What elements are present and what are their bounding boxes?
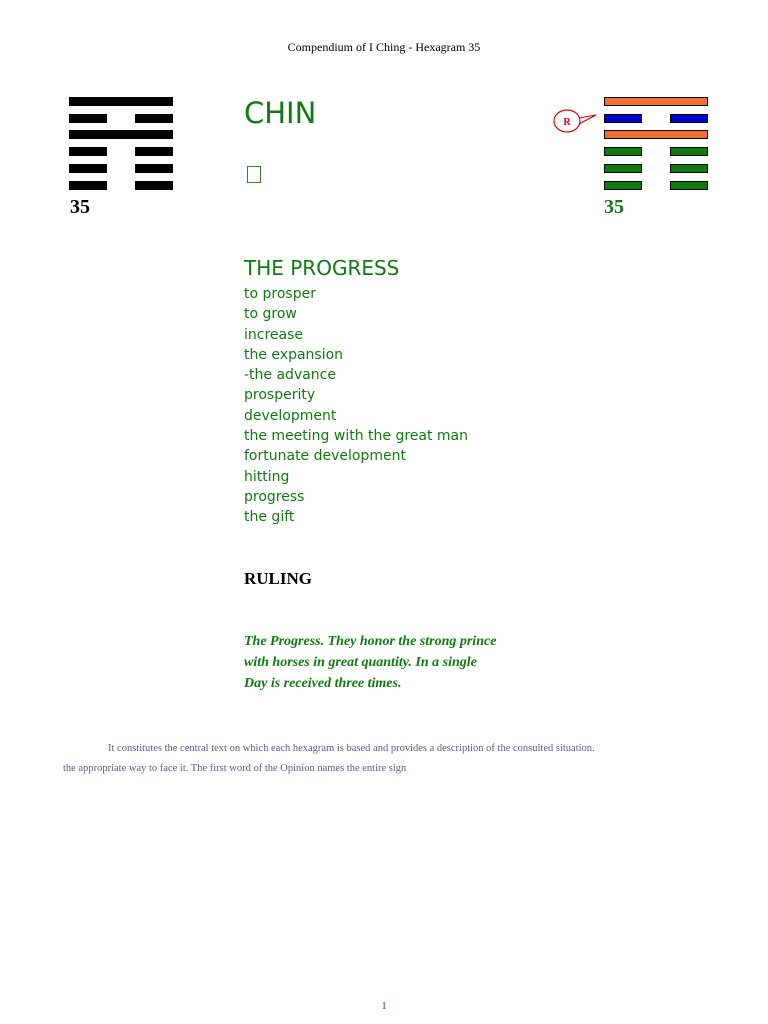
meaning-item: fortunate development xyxy=(244,448,406,465)
meaning-item: development xyxy=(244,407,337,424)
meaning-item: the expansion xyxy=(244,346,344,363)
ruling-line: The Progress. They honor the strong prince xyxy=(244,634,497,649)
colored-hexagram-figure xyxy=(604,97,708,192)
meaning-list xyxy=(244,284,468,528)
hexagram-line-yin-right xyxy=(135,114,173,123)
hexagram-line-yang-orange xyxy=(604,130,708,139)
hexagram-line-yin-left xyxy=(69,114,107,123)
hexagram-line-yin-left xyxy=(69,164,107,173)
ruling-text xyxy=(244,631,544,694)
hexagram-line-yang xyxy=(69,130,173,139)
hexagram-line-yin-right xyxy=(135,147,173,156)
hexagram-line-yin-blue-right xyxy=(670,114,708,123)
hexagram-line-yin-blue-left xyxy=(604,114,642,123)
explanation-line: the appropriate way to face it. The first word of the Opinion names the entire sign xyxy=(63,763,407,774)
meaning-item: to grow xyxy=(244,306,297,323)
meaning-item: increase xyxy=(244,326,304,343)
explanation-line: It constitutes the central text on which each hexagram is based and provides a description of the consulted situation. xyxy=(108,743,595,754)
hexagram-line-yin-green-right xyxy=(670,181,708,190)
hexagram-line-yin-right xyxy=(135,181,173,190)
hexagram-line-yin-green-right xyxy=(670,164,708,173)
hexagram-line-yang-orange xyxy=(604,97,708,106)
hexagram-line-yin-green-left xyxy=(604,147,642,156)
hexagram-character-glyph xyxy=(247,166,261,183)
ruling-line: Day is received three times. xyxy=(244,676,402,691)
ruler-marker-icon xyxy=(552,108,602,134)
hexagram-line-yin-green-left xyxy=(604,181,642,190)
meaning-item: to prosper xyxy=(244,286,316,302)
page-number: 1 xyxy=(381,1000,387,1012)
hexagram-number-left: 35 xyxy=(70,196,90,218)
meaning-item: prosperity xyxy=(244,387,316,404)
explanation-paragraph xyxy=(0,739,768,779)
hexagram-figure xyxy=(69,97,173,192)
ruling-heading: RULING xyxy=(244,569,313,588)
meaning-item: the meeting with the great man xyxy=(244,428,469,445)
meaning-item: -the advance xyxy=(244,367,336,384)
meaning-item: hitting xyxy=(244,468,290,485)
document-header-title: Compendium of I Ching - Hexagram 35 xyxy=(287,40,481,54)
hexagram-number-right: 35 xyxy=(604,196,624,218)
hexagram-line-yin-right xyxy=(135,164,173,173)
hexagram-line-yin-green-left xyxy=(604,164,642,173)
meaning-item: progress xyxy=(244,488,305,505)
hexagram-line-yin-left xyxy=(69,147,107,156)
ruler-marker-label: R xyxy=(563,117,571,128)
hexagram-line-yang xyxy=(69,97,173,106)
hexagram-line-yin-green-right xyxy=(670,147,708,156)
ruling-line: with horses in great quantity. In a single xyxy=(244,655,477,670)
hexagram-name: CHIN xyxy=(244,96,317,130)
meaning-heading: THE PROGRESS xyxy=(244,256,400,280)
meaning-item: the gift xyxy=(244,509,295,526)
hexagram-line-yin-left xyxy=(69,181,107,190)
